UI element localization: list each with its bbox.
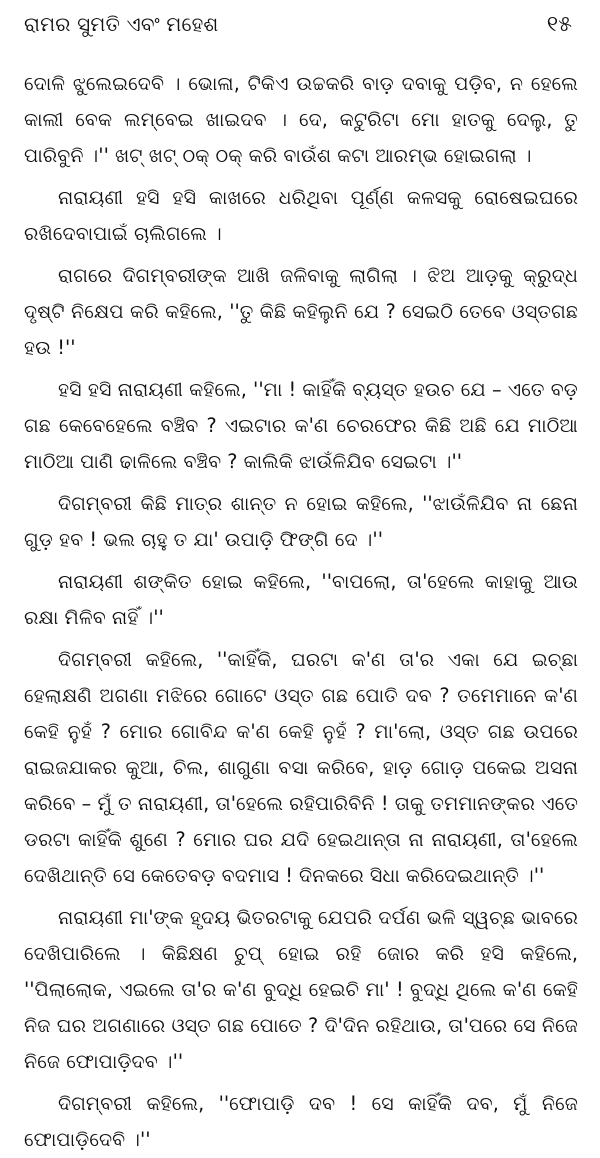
paragraph: ଦିଗମ୍ବରୀ କହିଲେ, ''କାହିଁକି, ଘରଟା କ'ଣ ତା'ର ଏକା ଯେ ଇଚ୍ଛା ହେଲାକ୍ଷଣି ଅଗଣା ମଝିରେ ଗୋଟେ ଓସ୍ତ ଗଛ ପୋତି ଦବ ? ତମେମାନେ କ'ଣ କେହି ନୁହଁ ? ମୋର ଗୋବିନ୍ଦ କ'ଣ କେହି ନୁହଁ ? ମା'ଲୋ, ଓସ୍ତ ଗଛ ଉପରେ ରାଇଜଯାକର କୁଆ, ଚିଲ, ଶାଗୁଣା ବସା କରିବେ, ହାଡ଼ ଗୋଡ଼ ପକେଇ ଅସନା କରିବେ – ମୁଁ ତ ନାରାୟଣୀ, ତା'ହେଲେ ରହିପାରିବିନି ! ତାକୁ ତମମାନଙ୍କର ଏତେ ଡରଟା କାହିଁକି ଶୁଣେ ? ମୋର ଘର ଯଦି ହେଇଥାନ୍ତା ନା ନାରାୟଣୀ, ତା'ହେଲେ ଦେଖିଥାନ୍ତି ସେ କେତେବଡ଼ ବଦମାସ ! ଦିନକରେ ସିଧା କରିଦେଇଥାନ୍ତି ।'': [24, 648, 578, 887]
paragraph: ଦୋଳି ଝୁଲେଇଦେବି । ଭୋଳା, ଟିକିଏ ଉଚ୍ଚକରି ବାଡ଼ ଦବାକୁ ପଡ଼ିବ, ନ ହେଲେ କାଲୀ ବେକ ଲମ୍ବେଇ ଖାଇଦବ । ଦେ, କଟୁରିଟା ମୋ ହାତକୁ ଦେଲୁ, ତୁ ପାରିବୁନି ।'' ଖଟ୍ ଖଟ୍ ଠକ୍ ଠକ୍ କରି ବାଉଁଶ କଟା ଆରମ୍ଭ ହୋଇଗଲା ।: [24, 72, 578, 167]
page-header: [24, 12, 578, 56]
paragraph: ନାରାୟଣୀ ହସି ହସି କାଖରେ ଧରିଥିବା ପୂର୍ଣ୍ଣ କଳସକୁ ରୋଷେଇଘରେ ରଖିଦେବାପାଇଁ ଚାଲିଗଲେ ।: [24, 186, 578, 245]
running-title: ରାମର ସୁମତି ଏବଂ ମହେଶ: [24, 12, 219, 36]
paragraph: ଦିଗମ୍ବରୀ କିଛି ମାତ୍ର ଶାନ୍ତ ନ ହୋଇ କହିଲେ, ''ଝାଉଁଳିଯିବ ନା ଛେନା ଗୁଡ଼ ହବ ! ଭଲ ଚାହୁ ତ ଯା' ଉପାଡ଼ି ଫିଙ୍ଗି ଦେ ।'': [24, 492, 578, 551]
paragraph: ହସି ହସି ନାରାୟଣୀ କହିଲେ, ''ମା ! କାହିଁକି ବ୍ୟସ୍ତ ହଉଚ ଯେ – ଏତେ ବଡ଼ ଗଛ କେବେହେଲେ ବଞ୍ଚିବ ? ଏଇଟାର କ'ଣ ଚେରଫେର କିଛି ଅଛି ଯେ ମାଠିଆ ମାଠିଆ ପାଣି ଢାଳିଲେ ବଞ୍ଚିବ ? କାଲିକି ଝାଉଁଳିଯିବ ସେଇଟା ।'': [24, 378, 578, 473]
page-number: ୧୫: [546, 12, 572, 37]
body-text: [24, 66, 578, 1158]
paragraph: ରାଗରେ ଦିଗମ୍ବରୀଙ୍କ ଆଖି ଜଳିବାକୁ ଲାଗିଲା । ଝିଅ ଆଡ଼କୁ କ୍ରୁଦ୍ଧ ଦୃଷ୍ଟି ନିକ୍ଷେପ କରି କହିଲେ, ''ତୁ କିଛି କହିଲୁନି ଯେ ? ସେଇଠି ତେବେ ଓସ୍ତଗଛ ହଉ !'': [24, 264, 578, 359]
paragraph: ନାରାୟଣୀ ଶଙ୍କିତ ହୋଇ କହିଲେ, ''ବାପଲୋ, ତା'ହେଲେ କାହାକୁ ଆଉ ରକ୍ଷା ମିଳିବ ନାହିଁ ।'': [24, 570, 578, 629]
paragraph: ନାରାୟଣୀ ମା'ଙ୍କ ହୃଦୟ ଭିତରଟାକୁ ଯେପରି ଦର୍ପଣ ଭଳି ସ୍ୱଚ୍ଛ ଭାବରେ ଦେଖିପାରିଲେ । କିଛିକ୍ଷଣ ଚୁପ୍ ହୋଇ ରହି ଜୋର କରି ହସି କହିଲେ, ''ପିଲାଲୋକ, ଏଇଲେ ତା'ର କ'ଣ ବୁଦ୍ଧି ହେଇଚି ମା' ! ବୁଦ୍ଧି ଥିଲେ କ'ଣ କେହି ନିଜ ଘର ଅଗଣାରେ ଓସ୍ତ ଗଛ ପୋତେ ? ଦି'ଦିନ ରହିଥାଉ, ତା'ପରେ ସେ ନିଜେ ନିଜେ ଫୋପାଡ଼ିଦବ ।'': [24, 906, 578, 1073]
paragraph: ଦିଗମ୍ବରୀ କହିଲେ, ''ଫୋପାଡ଼ି ଦବ ! ସେ କାହିଁକି ଦବ, ମୁଁ ନିଜେ ଫୋପାଡ଼ିଦେବି ।'': [24, 1092, 578, 1151]
